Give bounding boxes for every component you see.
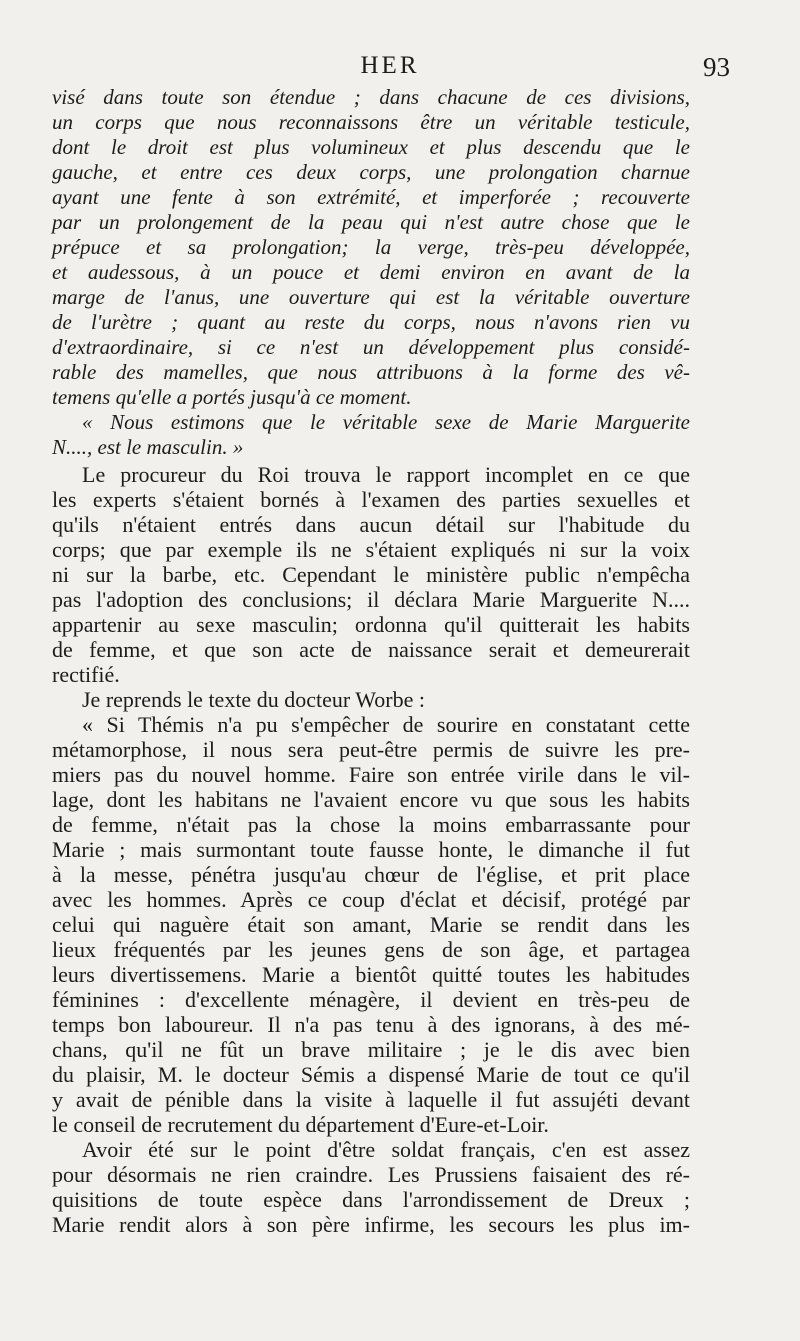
text-line: rable des mamelles, que nous attribuons à la forme des vê- <box>52 360 690 384</box>
text-line: un corps que nous reconnaissons être un véritable testicule, <box>52 110 690 134</box>
running-title: HER <box>360 52 420 79</box>
paragraph <box>52 712 690 1137</box>
text-line: y avait de pénible dans la visite à laquelle il fut assujéti devant <box>52 1087 690 1112</box>
text-line: par un prolongement de la peau qui n'est autre chose que le <box>52 210 690 234</box>
text-line: de femme, n'était pas la chose la moins embarrassante pour <box>52 812 690 837</box>
text-line: prépuce et sa prolongation; la verge, très-peu développée, <box>52 235 690 259</box>
text-line: leurs divertissemens. Marie a bientôt quitté toutes les habitudes <box>52 962 690 987</box>
text-line: N...., est le masculin. » <box>52 435 244 459</box>
running-head <box>60 52 730 86</box>
italic-report-quote <box>52 85 690 460</box>
body-text <box>52 85 690 1237</box>
text-line: gauche, et entre ces deux corps, une prolongation charnue <box>52 160 690 184</box>
text-line: de l'urètre ; quant au reste du corps, nous n'avons rien vu <box>52 310 690 334</box>
text-line: pas l'adoption des conclusions; il déclara Marie Marguerite N.... <box>52 587 690 612</box>
text-line: « Nous estimons que le véritable sexe de Marie Marguerite <box>82 410 690 434</box>
text-line: lieux fréquentés par les jeunes gens de son âge, et partagea <box>52 937 690 962</box>
text-line: et audessous, à un pouce et demi environ en avant de la <box>52 260 690 284</box>
text-line: les experts s'étaient bornés à l'examen des parties sexuelles et <box>52 487 690 512</box>
text-line: le conseil de recrutement du département d'Eure-et-Loir. <box>52 1112 549 1137</box>
text-line: Marie rendit alors à son père infirme, les secours les plus im- <box>52 1212 690 1237</box>
text-line: féminines : d'excellente ménagère, il devient en très-peu de <box>52 987 690 1012</box>
text-line: Je reprends le texte du docteur Worbe : <box>82 687 425 712</box>
text-line: appartenir au sexe masculin; ordonna qu'il quitterait les habits <box>52 612 690 637</box>
text-line: ni sur la barbe, etc. Cependant le ministère public n'empêcha <box>52 562 690 587</box>
text-line: qu'ils n'étaient entrés dans aucun détail sur l'habitude du <box>52 512 690 537</box>
text-line: ayant une fente à son extrémité, et imperforée ; recouverte <box>52 185 690 209</box>
text-line: dont le droit est plus volumineux et plus descendu que le <box>52 135 690 159</box>
text-line: de femme, et que son acte de naissance serait et demeurerait <box>52 637 690 662</box>
text-line: pour désormais ne rien craindre. Les Prussiens faisaient des ré- <box>52 1162 690 1187</box>
text-line: lage, dont les habitans ne l'avaient encore vu que sous les habits <box>52 787 690 812</box>
text-line: à la messe, pénétra jusqu'au chœur de l'église, et prit place <box>52 862 690 887</box>
text-line: métamorphose, il nous sera peut-être permis de suivre les pre- <box>52 737 690 762</box>
paragraph <box>52 1137 690 1237</box>
text-line: quisitions de toute espèce dans l'arrondissement de Dreux ; <box>52 1187 690 1212</box>
text-line: Avoir été sur le point d'être soldat français, c'en est assez <box>82 1137 690 1162</box>
text-line: visé dans toute son étendue ; dans chacune de ces divisions, <box>52 85 690 109</box>
text-line: miers pas du nouvel homme. Faire son entrée virile dans le vil- <box>52 762 690 787</box>
text-line: corps; que par exemple ils ne s'étaient expliqués ni sur la voix <box>52 537 690 562</box>
text-line: rectifié. <box>52 662 120 687</box>
text-line: celui qui naguère était son amant, Marie se rendit dans les <box>52 912 690 937</box>
text-line: temens qu'elle a portés jusqu'à ce moment. <box>52 385 412 409</box>
paragraph <box>52 687 690 712</box>
text-line: « Si Thémis n'a pu s'empêcher de sourire en constatant cette <box>82 712 690 737</box>
page-number: 93 <box>703 52 730 82</box>
text-line: chans, qu'il ne fût un brave militaire ; je le dis avec bien <box>52 1037 690 1062</box>
paragraph <box>52 462 690 687</box>
text-line: d'extraordinaire, si ce n'est un développement plus considé- <box>52 335 690 359</box>
text-line: marge de l'anus, une ouverture qui est la véritable ouverture <box>52 285 690 309</box>
text-line: Marie ; mais surmontant toute fausse honte, le dimanche il fut <box>52 837 690 862</box>
text-line: du plaisir, M. le docteur Sémis a dispensé Marie de tout ce qu'il <box>52 1062 690 1087</box>
text-line: avec les hommes. Après ce coup d'éclat et décisif, protégé par <box>52 887 690 912</box>
text-line: temps bon laboureur. Il n'a pas tenu à des ignorans, à des mé- <box>52 1012 690 1037</box>
text-line: Le procureur du Roi trouva le rapport incomplet en ce que <box>82 462 690 487</box>
